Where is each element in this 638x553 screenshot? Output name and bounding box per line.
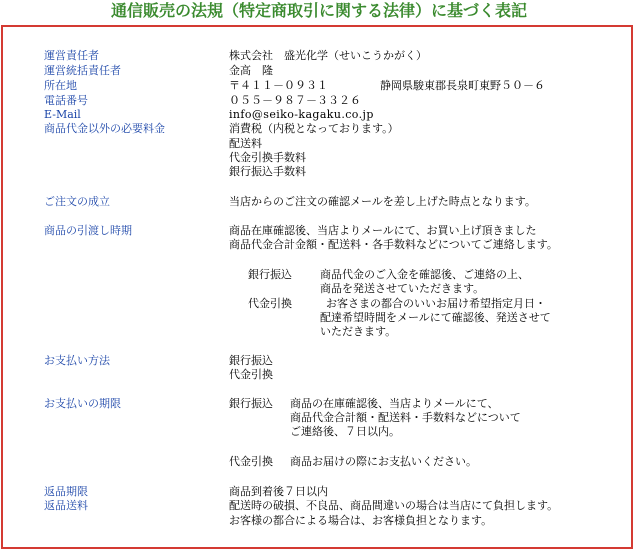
extra-fee-item: 配送料 (229, 137, 262, 150)
delivery-bank-label: 銀行振込 (248, 268, 292, 281)
order-label: ご注文の成立 (44, 195, 110, 208)
page-title: 通信販売の法規（特定商取引に関する法律）に基づく表記 (110, 1, 527, 20)
email-value: info@seiko-kagaku.co.jp (229, 108, 374, 121)
delivery-bank-line: 商品を発送させていただきます。 (320, 282, 485, 295)
payment-method-item: 銀行振込 (229, 354, 273, 367)
delivery-line: 商品在庫確認後、当店よりメールにて、お買い上げ頂きました (229, 224, 537, 237)
delivery-label: 商品の引渡し時期 (44, 224, 132, 237)
delivery-cod-label: 代金引換 (248, 297, 292, 310)
deadline-bank-line: 商品の在庫確認後、当店よりメールにて、 (290, 397, 499, 410)
extra-fee-item: 消費税（内税となっております。） (229, 122, 399, 135)
address-value: 静岡県駿東郡長泉町東野５０－６ (380, 79, 545, 92)
manager-value: 金高 隆 (229, 64, 273, 77)
payment-method-label: お支払い方法 (44, 354, 110, 367)
phone-value: ０５５－９８７－３３２６ (229, 94, 361, 107)
phone-label: 電話番号 (44, 94, 88, 107)
deadline-bank-label: 銀行振込 (229, 397, 273, 410)
postal-code: 〒４１１－０９３１ (229, 79, 328, 92)
deadline-bank-line: 商品代金合計額・配送料・手数料などについて (290, 411, 521, 424)
delivery-cod-line: いただきます。 (320, 325, 397, 338)
order-value: 当店からのご注文の確認メールを差し上げた時点となります。 (229, 195, 536, 208)
return-shipping-label: 返品送料 (44, 499, 88, 512)
deadline-cod-label: 代金引換 (229, 455, 273, 468)
delivery-line: 商品代金合計金額・配送料・各手数料などについてご連絡します。 (229, 238, 558, 251)
email-label: E-Mail (44, 108, 81, 121)
returns-line: お客様の都合による場合は、お客様負担となります。 (229, 514, 493, 527)
deadline-cod-value: 商品お届けの際にお支払いください。 (290, 455, 477, 468)
address-label: 所在地 (44, 79, 77, 92)
extra-fee-item: 銀行振込手数料 (229, 165, 306, 178)
return-deadline-label: 返品期限 (44, 485, 88, 498)
payment-deadline-label: お支払いの期限 (44, 397, 121, 410)
payment-method-item: 代金引換 (229, 368, 273, 381)
operator-label: 運営責任者 (44, 49, 99, 62)
operator-value: 株式会社 盛光化学（せいこうかがく） (229, 49, 427, 62)
deadline-bank-line: ご連絡後、７日以内。 (290, 425, 400, 438)
delivery-cod-line: お客さまの都合のいいお届け希望指定月日・ (326, 297, 546, 310)
extra-fees-label: 商品代金以外の必要料金 (44, 122, 165, 135)
extra-fee-item: 代金引換手数料 (229, 151, 306, 164)
delivery-bank-line: 商品代金のご入金を確認後、ご連絡の上、 (320, 268, 529, 281)
manager-label: 運営統括責任者 (44, 64, 121, 77)
returns-line: 配送時の破損、不良品、商品間違いの場合は当店にて負担します。 (229, 499, 559, 512)
delivery-cod-line: 配達希望時間をメールにて確認後、発送させて (320, 311, 551, 324)
returns-line: 商品到着後７日以内 (229, 485, 328, 498)
